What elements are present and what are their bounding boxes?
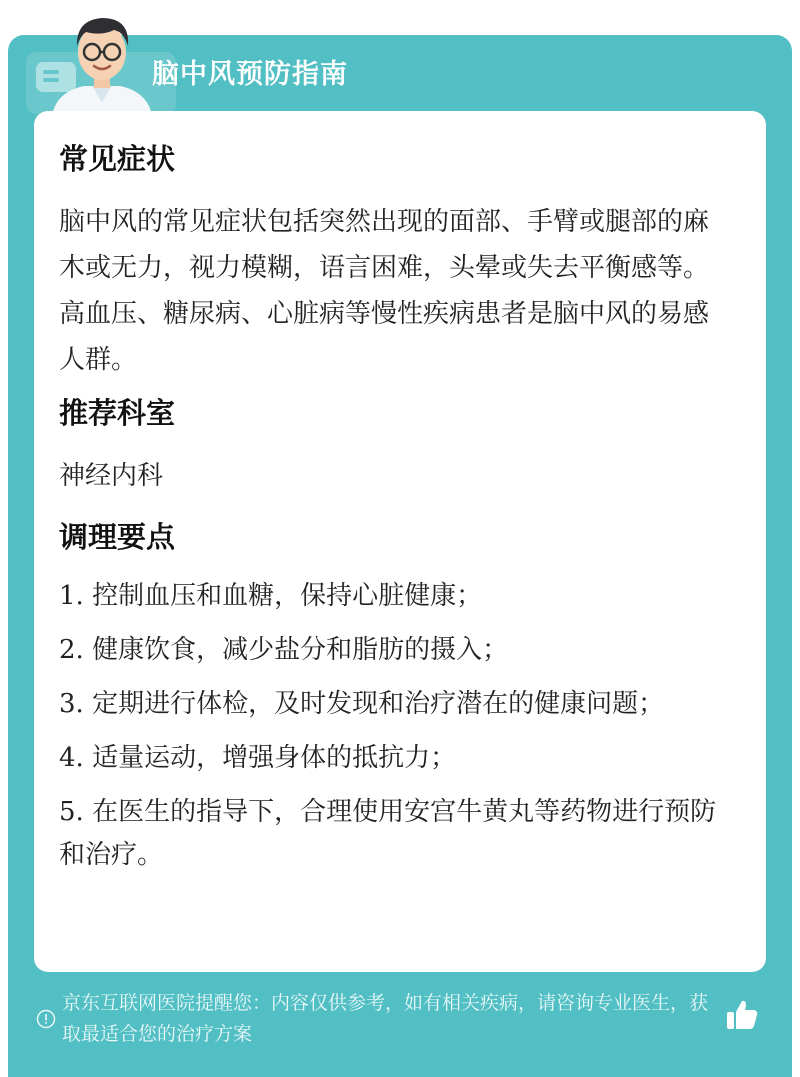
list-item xyxy=(59,683,729,726)
list-item-text: 适量运动，增强身体的抵抗力； xyxy=(92,743,457,773)
list-item-text: 在医生的指导下，合理使用安宫牛黄丸等药物进行预防和治疗。 xyxy=(59,797,717,870)
department-text: 神经内科 xyxy=(59,461,164,491)
care-title: 调理要点 xyxy=(59,520,176,554)
list-item-text: 健康饮食，减少盐分和脂肪的摄入； xyxy=(92,635,509,665)
list-item-number: 2. xyxy=(59,635,84,665)
list-item xyxy=(59,791,729,877)
department-title: 推荐科室 xyxy=(59,396,176,430)
page-title: 脑中风预防指南 xyxy=(152,59,348,90)
list-item xyxy=(59,575,729,618)
list-item xyxy=(59,629,729,672)
care-list xyxy=(59,575,729,888)
thumbs-up-icon[interactable] xyxy=(724,997,760,1033)
doctor-avatar xyxy=(44,6,160,116)
symptoms-title: 常见症状 xyxy=(59,142,176,176)
info-icon xyxy=(36,1009,56,1029)
disclaimer-text: 京东互联网医院提醒您：内容仅供参考，如有相关疾病，请咨询专业医生，获取最适合您的治疗方案 xyxy=(62,992,709,1045)
list-item xyxy=(59,737,729,780)
list-item-number: 5. xyxy=(59,797,84,827)
content-card xyxy=(34,111,766,972)
list-item-number: 1. xyxy=(59,581,84,611)
list-item-text: 定期进行体检，及时发现和治疗潜在的健康问题； xyxy=(92,689,665,719)
list-item-number: 4. xyxy=(59,743,84,773)
list-item-text: 控制血压和血糖，保持心脏健康； xyxy=(92,581,483,611)
symptoms-text: 脑中风的常见症状包括突然出现的面部、手臂或腿部的麻木或无力，视力模糊，语言困难，头晕或失去平衡感等。高血压、糖尿病、心脏病等慢性疾病患者是脑中风的易感人群。 xyxy=(59,207,710,375)
list-item-number: 3. xyxy=(59,689,84,719)
